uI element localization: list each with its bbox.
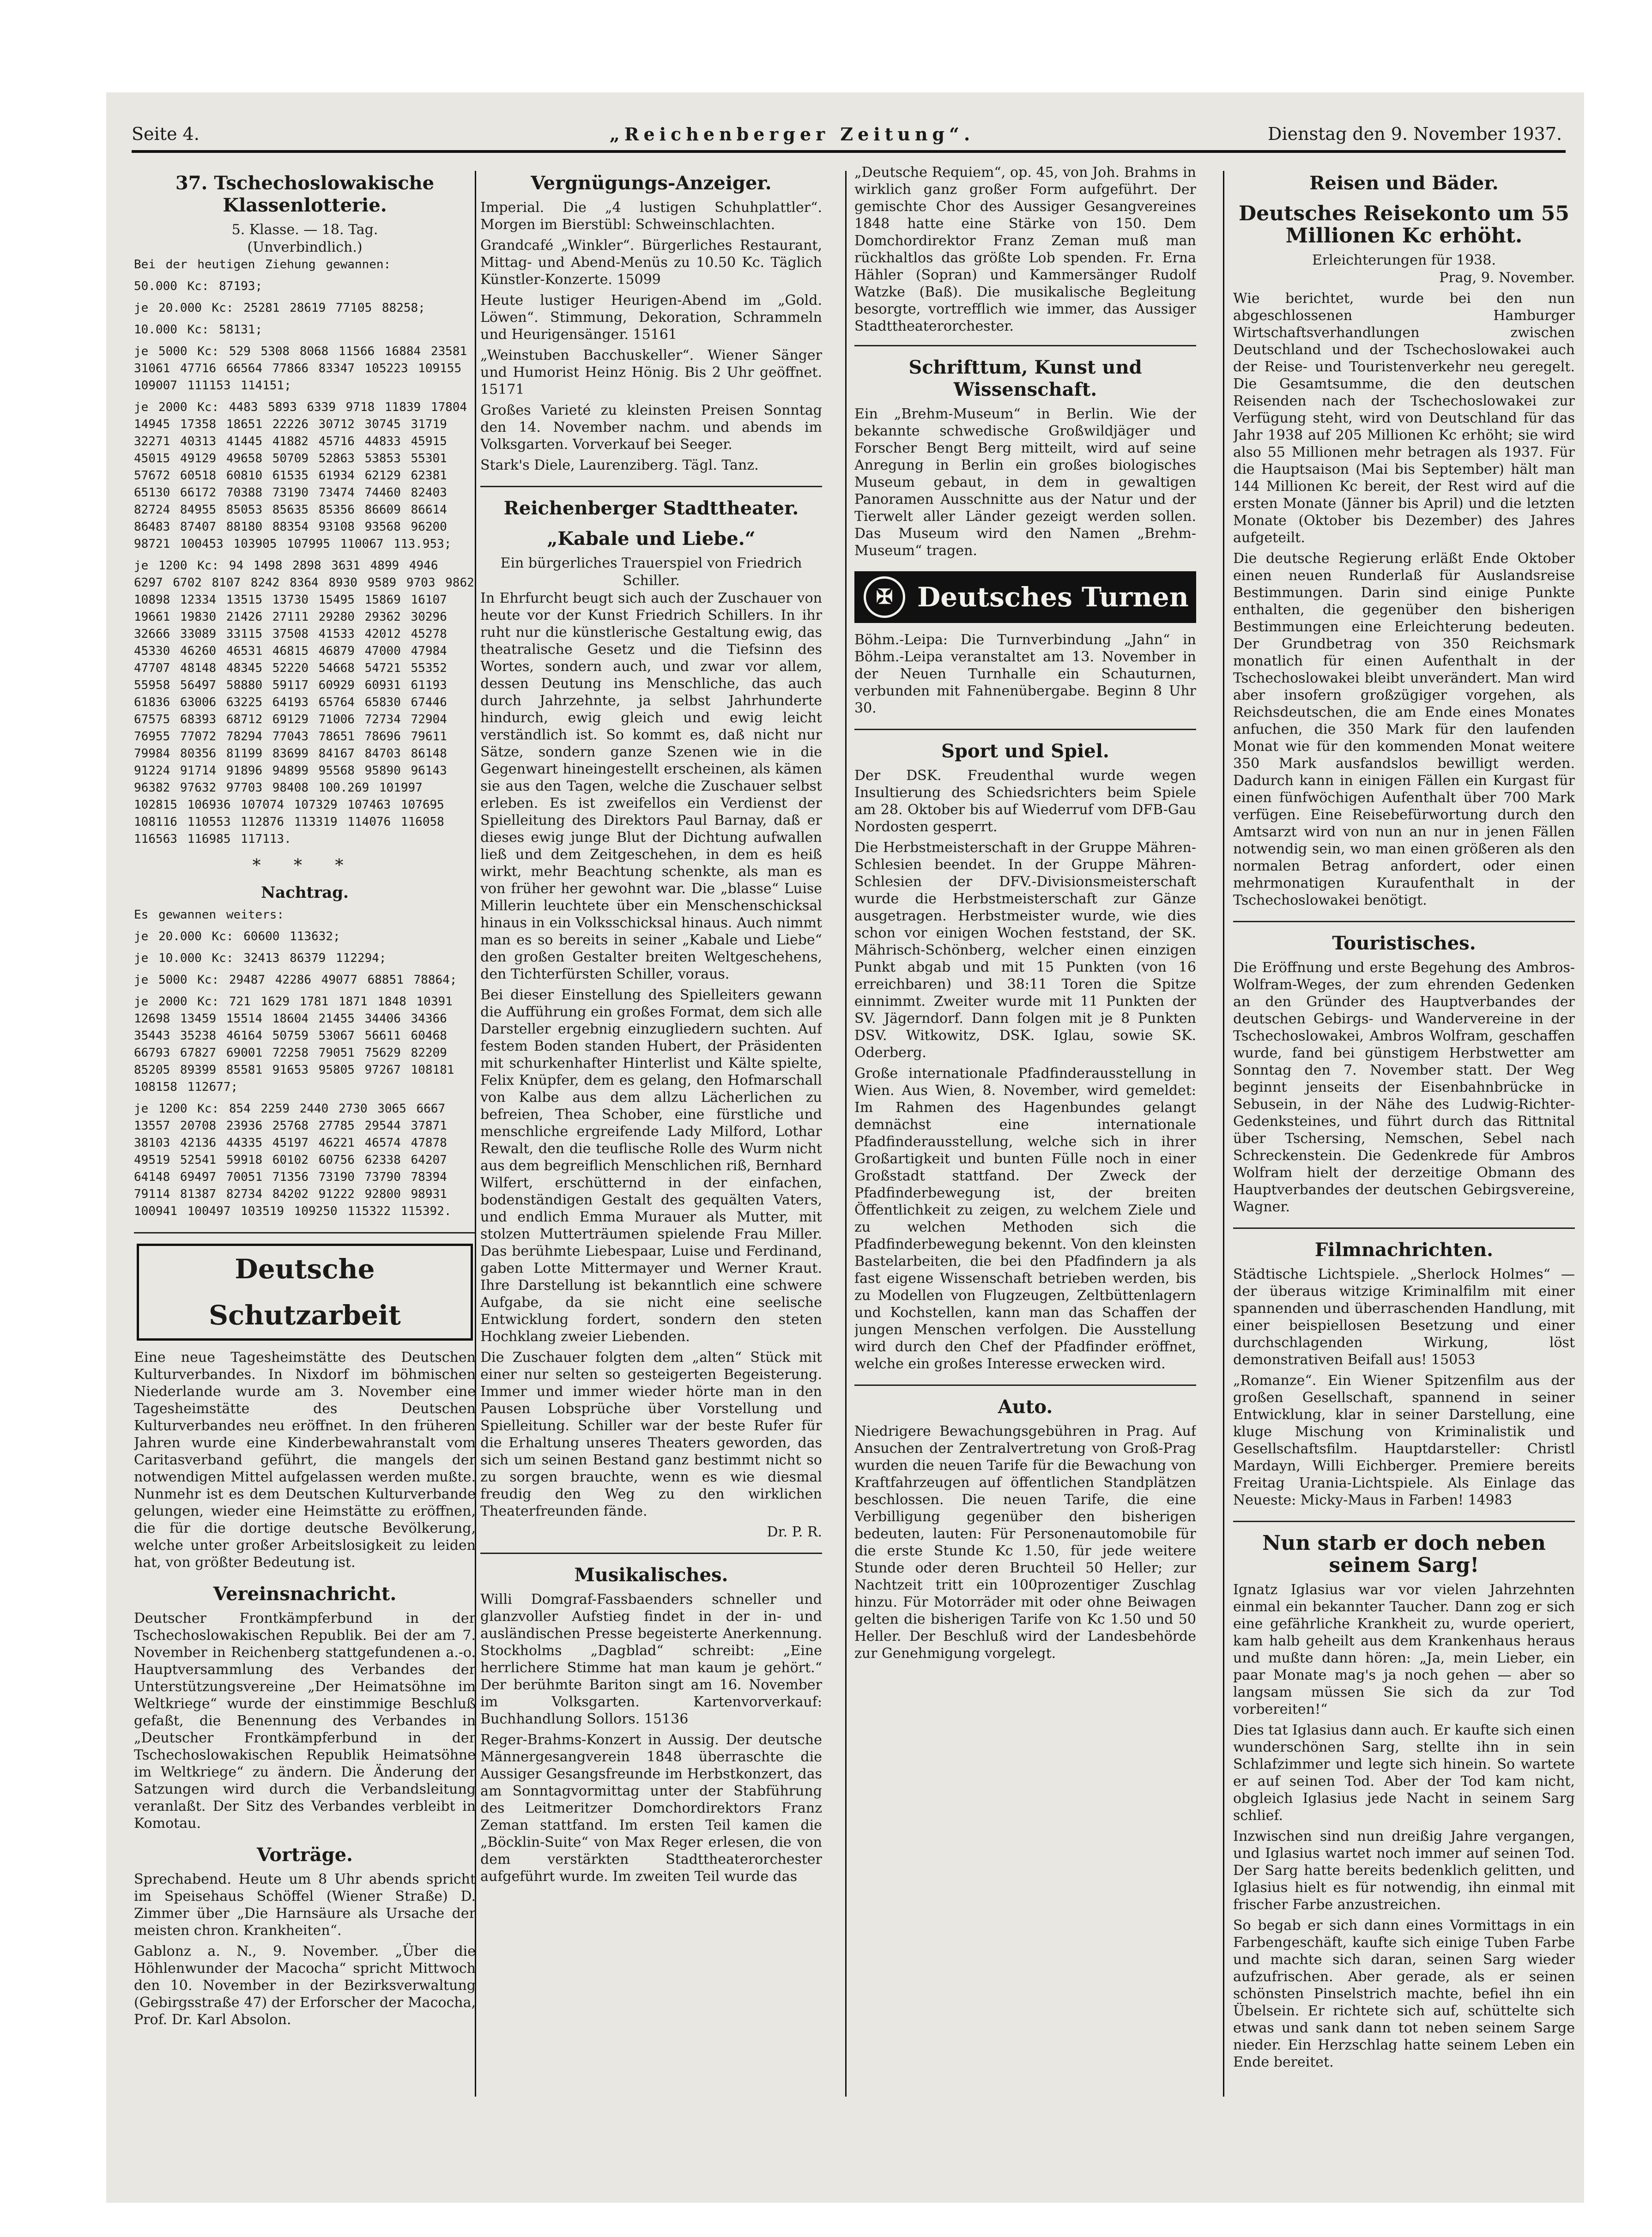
- section-divider: [1233, 1521, 1575, 1522]
- column-3: [854, 164, 1196, 2104]
- lottery-line: je 10.000 Kc: 32413 86379 112294;: [134, 951, 387, 965]
- supplement-title: Nachtrag.: [261, 883, 349, 902]
- ad-item: Heute lustiger Heurigen-Abend im „Gold. Löwen“. Stimmung, Dekoration, Schrammeln und Heurigensänger. 15161: [480, 292, 822, 343]
- lottery-line: 50.000 Kc: 87193;: [134, 279, 263, 293]
- lottery-subtitle: 5. Klasse. — 18. Tag.: [231, 222, 378, 238]
- section-heading: Filmnachrichten.: [1314, 1239, 1494, 1261]
- lottery-line: 10.000 Kc: 58131;: [134, 323, 263, 337]
- lottery-line: je 5000 Kc: 529 5308 8068 11566 16884 23581 31061 47716 66564 77866 83347 105223 109155 109007 111153 114151;: [134, 345, 467, 393]
- issue-date: Dienstag den 9. November 1937.: [1268, 124, 1562, 144]
- lottery-line: je 1200 Kc: 854 2259 2440 2730 3065 6667 13557 20708 23936 25768 27785 29544 37871 38103 42136 44335 45197 46221 46574 47878 49519 52541 59918 60102 60756 62338 64207 64148 69497 70051 71356 73190 73790 78394 79114 81387 82734 84202 91222 92800 98931 100941 100497 103519 109250 115322 115392.: [134, 1102, 452, 1218]
- article-text: Gablonz a. N., 9. November. „Über die Höhlenwunder der Macocha“ spricht Mittwoch den 10. November in der Bezirksverwaltung (Gebirgsstraße 47) der Erforscher der Macocha, Prof. Dr. Karl Absolon.: [134, 1943, 476, 2028]
- section-divider: [480, 1553, 822, 1554]
- article-text: Reger-Brahms-Konzert in Aussig. Der deutsche Männergesangverein 1848 überraschte die Aussiger Gesangsfreunde im Herbstkonzert, das am Sonntagvormittag unter der Stabführung des Leitmeritzer Domchordirektors Franz Zeman stattfand. Im ersten Teil kamen die „Böcklin-Suite“ von Max Reger erlesen, die von dem verstärkten Stadttheaterorchester aufgeführt wurde. Im zweiten Teil wurde das: [480, 1732, 822, 1885]
- article-text: Inzwischen sind nun dreißig Jahre vergangen, und Iglasius wartet noch immer auf seinen Tod. Der Sarg hatte bereits bedenklich gelitten, und Iglasius hielt es für notwendig, ihn einmal mit frischer Farbe anzustreichen.: [1233, 1828, 1575, 1913]
- section-divider: [1233, 1227, 1575, 1229]
- lottery-line: je 20.000 Kc: 60600 113632;: [134, 930, 340, 943]
- lottery-title: 37. Tschechoslowakische Klassenlotterie.: [175, 172, 435, 216]
- ad-item: Stark's Diele, Laurenziberg. Tägl. Tanz.: [480, 457, 759, 473]
- vortraege-section: [134, 1844, 476, 2028]
- play-subtitle: Ein bürgerliches Trauerspiel von Friedrich Schiller.: [500, 555, 802, 589]
- ad-item: Grandcafé „Winkler“. Bürgerliches Restaurant, Mittag- und Abend-Menüs zu 10.50 Kc. Täglich Künstler-Konzerte. 15099: [480, 237, 822, 288]
- section-divider: [480, 486, 822, 487]
- lottery-line: Bei der heutigen Ziehung gewannen:: [134, 258, 391, 272]
- lottery-line: je 5000 Kc: 29487 42286 49077 68851 78864;: [134, 973, 457, 987]
- column-1: [134, 164, 476, 2104]
- section-heading: Musikalisches.: [574, 1564, 728, 1586]
- lottery-line: je 1200 Kc: 94 1498 2898 3631 4899 4946 6297 6702 8107 8242 8364 8930 9589 9703 9862 10898 12334 13515 13730 15495 15869 16107 19661 19830 21426 27111 29280 29362 30296 32666 33089 33115 37508 41533 42012 45278 45330 46260 46531 46815 46879 47000 47984 47707 48148 48345 52220 54668 54721 55352 55958 56497 58880 59117 60929 60931 61193 61836 63006 63225 64193 65764 65830 67446 67575 68393 68712 69129 71006 72734 72904 76955 77072 78294 77043 78651 78696 79611 79984 80356 81199 83699 84167 84703 86148 91224 91714 91896 94899 95568 95890 96143 96382 97632 97703 98408 100.269 101997 102815 106936 107074 107329 107463 107695 108116 110553 112876 113319 114076 116058 116563 116985 117113.: [134, 559, 474, 846]
- column-2: [480, 164, 822, 2104]
- header-rule: [132, 150, 1566, 153]
- article-text: Willi Domgraf-Fassbaenders schneller und glanzvoller Aufstieg findet in der in- und ausländischen Presse begeisterte Anerkennung. Stockholms „Dagblad“ schreibt: „Eine herrlichere Stimme hat man kaum je gehört.“ Der berühmte Bariton singt am 16. November im Volksgarten. Kartenvorverkauf: Buchhandlung Sollors. 15136: [480, 1591, 822, 1727]
- article-text: Städtische Lichtspiele. „Sherlock Holmes“ — der überaus witzige Kriminalfilm mit einer spannenden und überraschenden Handlung, mit einer beispiellosen Besetzung und einer durchschlagenden Wirkung, löst demonstrativen Beifall aus! 15053: [1233, 1266, 1575, 1368]
- section-heading: Schrifttum, Kunst und Wissenschaft.: [908, 357, 1142, 400]
- article-text: Niedrigere Bewachungsgebühren in Prag. Auf Ansuchen der Zentralvertretung von Groß-Prag wurden die neuen Tarife für die Bewachung von Kraftfahrzeugen auf öffentlichen Standplätzen beschlossen. Die neuen Tarife, die eine Verbilligung gegenüber den bisherigen bedeuten, lauten: Für Personenautomobile für die erste Stunde Kc 1.50, für jede weitere Stunde oder deren Bruchteil 50 Heller; zur Nachtzeit tritt ein 100prozentiger Zuschlag hinzu. Für Motorräder mit oder ohne Beiwagen gelten die bisherigen Tarife von Kc 1.50 und 50 Heller. Der Beschluß wird der Landesbehörde zur Genehmigung vorgelegt.: [854, 1423, 1196, 1662]
- auto-section: [854, 1396, 1196, 1662]
- section-heading: Touristisches.: [1332, 932, 1476, 954]
- article-text: Böhm.-Leipa: Die Turnverbindung „Jahn“ in Böhm.-Leipa veranstaltet am 13. November in der Neuen Turnhalle ein Schauturnen, verbunden mit Fahnenübergabe. Beginn 8 Uhr 30.: [854, 632, 1196, 716]
- column-divider: [1223, 171, 1224, 2097]
- section-divider: [134, 1232, 476, 1233]
- lottery-line: je 2000 Kc: 721 1629 1781 1871 1848 10391 12698 13459 15514 18604 21455 34406 34366 35443 35238 46164 50759 53067 56611 60468 66793 67827 69001 72258 79051 75629 82209 85205 89399 85581 91653 95805 97267 108181 108158 112677;: [134, 995, 454, 1094]
- ad-item: Großes Varieté zu kleinsten Preisen Sonntag den 14. November nachm. und abends im Volksgarten. Vorverkauf bei Seeger.: [480, 402, 822, 453]
- article-headline: Deutsches Reisekonto um 55 Millionen Kc erhöht.: [1238, 202, 1570, 248]
- article-text: Die Zuschauer folgten dem „alten“ Stück mit einer nur selten so gesteigerten Begeisterung. Immer und immer wieder hörte man in den Pausen Lobsprüche über Vorstellung und Spielleitung. Schiller war der beste Rufer für die Erhaltung unseres Theaters geworden, das sich um seinen Bestand ganz bestimmt nicht so zu sorgen brauchte, wenn es wie diesmal freudig den Weg zu den wirklichen Theaterfreunden fände.: [480, 1349, 822, 1519]
- film-section: [1233, 1239, 1575, 1509]
- signature: Dr. P. R.: [767, 1524, 822, 1540]
- separator-stars: * * *: [252, 856, 357, 875]
- section-divider: [854, 729, 1196, 730]
- section-divider: [854, 345, 1196, 346]
- lottery-section: [134, 172, 476, 1220]
- article-text: „Deutsche Requiem“, op. 45, von Joh. Brahms in wirklich ganz großer Form aufgeführt. Der gemischte Chor des Aussiger Gesangvereines 1848 hatte eine Stärke von 150. Dem Domchordirektor Franz Zeman muß man rückhaltlos das größte Lob spenden. Fr. Erna Hähler (Sopran) und Kammersänger Rudolf Watzke (Baß). Die musikalische Begleitung besorgte, vortrefflich wie immer, das Aussiger Stadttheaterorchester.: [854, 164, 1196, 334]
- column-divider: [845, 171, 847, 2097]
- article-text: Dies tat Iglasius dann auch. Er kaufte sich einen wunderschönen Sarg, stellte ihn in sein Schlafzimmer und legte sich hinein. So wartete er auf seinen Tod. Aber der Tod kam nicht, obgleich Iglasius jede Nacht in seinem Sarg schlief.: [1233, 1722, 1575, 1824]
- newspaper-title: „Reichenberger Zeitung“.: [610, 124, 975, 145]
- schrifttum-section: [854, 357, 1196, 559]
- lottery-note: (Unverbindlich.): [247, 239, 363, 255]
- article-headline: Nun starb er doch neben seinem Sarg!: [1262, 1531, 1546, 1577]
- article-text: „Romanze“. Ein Wiener Spitzenfilm aus der großen Gesellschaft, spannend in seiner Entwicklung, klar in seiner Darstellung, eine kluge Mischung von Kriminalistik und Gesellschaftsfilm. Hauptdarsteller: Christl Mardayn, Willi Eichberger. Premiere bereits Freitag Urania-Lichtspiele. Als Einlage das Neueste: Micky-Maus in Farben! 14983: [1233, 1372, 1575, 1508]
- section-divider: [1233, 921, 1575, 922]
- reisen-section: [1233, 172, 1575, 909]
- article-text: In Ehrfurcht beugt sich auch der Zuschauer von heute vor der Kunst Friedrich Schillers. In ihr ruht nur die künstlerische Gestaltung ewig, das theatralische Gesetz und die Tiefsinn des Wortes, sondern auch, und zwar vor allem, dessen Deutung ins Menschliche, das auch durch Jahrzehnte, ja selbst Jahrhunderte hindurch, ewig gleich und ewig leicht verständlich ist. So kommt es, daß nicht nur Sätze, sondern ganze Szenen wie in die Gegenwart hineingestellt erscheinen, als kämen sie aus den Tagen, welche die Zuschauer selbst erleben. Es ist zweifellos ein Verdienst der Spielleitung des Direktors Paul Barnay, daß er dieses ewig junge Blut der Dichtung aufwallen ließ und dem Zeitgeschehen, in dem es heiß wirkt, mehr Beachtung schenkte, als man es von früher her gewohnt war. Die „blasse“ Luise Millerin leuchtete über ein Menschenschicksal hinaus in ein Volksschicksal hinaus. Auch nimmt man es so bereits in seiner „Kabale und Liebe“ den großen Gestalter breiten Weltgeschehens, den Tichterfürsten Schiller, voraus.: [480, 590, 822, 982]
- theater-section: [480, 497, 822, 1541]
- lottery-line: Es gewannen weiters:: [134, 908, 284, 922]
- ad-item: „Weinstuben Bacchuskeller“. Wiener Sänger und Humorist Heinz Hönig. Bis 2 Uhr geöffnet. 15171: [480, 347, 822, 398]
- article-subhead: Erleichterungen für 1938.: [1312, 252, 1496, 268]
- section-heading: Auto.: [998, 1396, 1053, 1418]
- schutzarbeit-section: [134, 1244, 476, 1571]
- turnen-section: [854, 571, 1196, 717]
- verein-section: [134, 1583, 476, 1832]
- section-heading: Reisen und Bäder.: [1309, 172, 1499, 194]
- schutzarbeit-title: Deutsche Schutzarbeit: [137, 1244, 473, 1341]
- section-heading: Reichenberger Stadttheater.: [503, 497, 799, 519]
- article-text: Eine neue Tagesheimstätte des Deutschen Kulturverbandes. In Nixdorf im böhmischen Niederlande wurde am 3. November eine Tagesheimstätte des Deutschen Kulturverbandes neu eröffnet. In den früheren Jahren wurde eine Kinderbewahranstalt vom Caritasverband geführt, die mangels der notwendigen Mittel aufgelassen werden mußte. Nunmehr ist es dem Deutschen Kulturverbande gelungen, wieder eine Heimstätte zu eröffnen, die für die dortige deutsche Bevölkerung, welche unter großer Arbeitslosigkeit zu leiden hat, von größter Bedeutung ist.: [134, 1349, 476, 1571]
- article-text: So begab er sich dann eines Vormittags in ein Farbengeschäft, kaufte sich einige Tuben Farbe und machte sich daran, seinen Sarg wieder aufzufrischen. Aber gerade, als er seinen schönsten Pinselstrich machte, befiel ihn ein Übelsein. Er richtete sich auf, schüttelte sich etwas und sank dann tot neben seinem Sarge nieder. Ein Herzschlag hatte seinem Leben ein Ende bereitet.: [1233, 1917, 1575, 2070]
- article-text: Bei dieser Einstellung des Spielleiters gewann die Aufführung ein großes Format, dem sich alle Darsteller ergebnig einzugliedern suchten. Auf festem Boden standen Hubert, der Präsidenten mit schurkenhafter Hinterlist und Kälte spielte, Felix Knüpfer, dem es gelang, den Hofmarschall von Kalbe aus dem allzu Lächerlichen zu befreien, Thea Schober, eine fürstliche und menschliche ergreifende Lady Milford, Lothar Rewalt, den die teuflische Rolle des Wurm nicht aus dem begreiflich Menschlichen riß, Bernhard Wilfert, erschütternd in der einfachen, bodenständigen Gestalt des gequälten Vaters, und endlich Emma Murauer als Mutter, mit stolzen Mutterträumen spielende Frau Miller. Das berühmte Liebespaar, Luise und Ferdinand, gaben Lotte Mittermayer und Werner Kraut. Ihre Darstellung ist bekanntlich eine schwere Aufgabe, da sie nicht eine seelische Entwicklung fordert, sondern den steten Hochklang zweier Liebenden.: [480, 987, 822, 1345]
- article-text: Die Eröffnung und erste Begehung des Ambros-Wolfram-Weges, der zum ehrenden Gedenken an den Gründer des Hauptverbandes der deutschen Gebirgs- und Wandervereine in der Tschechoslowakei, Ambros Wolfram, geschaffen wurde, fand bei günstigem Herbstwetter am Sonntag den 7. November statt. Der Weg beginnt jenseits der Eisenbahnbrücke in Sebusein, in der Nähe des Ludwig-Richter-Gedenksteines, und führt durch das Rittnital über Tschersing, Nemschen, Sebel nach Schreckenstein. Die Gedenkrede für Ambros Wolfram hielt der derzeitige Obmann des Hauptverbandes der deutschen Gebirgsvereine, Wagner.: [1233, 960, 1575, 1215]
- section-divider: [854, 1385, 1196, 1386]
- turnen-title: Deutsches Turnen: [917, 581, 1189, 613]
- article-text: Große internationale Pfadfinderausstellung in Wien. Aus Wien, 8. November, wird gemeldet: Im Rahmen des Hagenbundes gelangt demnächst eine internationale Pfadfinderausstellung, welche sich in ihrer Großartigkeit und bunten Fülle noch in einer Großstadt stattfand. Der Zweck der Pfadfinderbewegung ist, der breiten Öffentlichkeit zu zeigen, zu welchem Ziele und zu welchen Methoden sich die Pfadfinderbewegung bekennt. Von den kleinsten Bastelarbeiten, die bei den Pfadfindern ja als fast eigene Wissenschaft betrieben werden, bis zu Modellen von Flugzeugen, Zeltbüttenlagern und Kochstellen, kann man das Schaffen der jungen Menschen verfolgen. Die Ausstellung wird durch den Chef der Pfadfinder eröffnet, welche ein großes Interesse erwecken wird.: [854, 1065, 1196, 1372]
- article-text: Der DSK. Freudenthal wurde wegen Insultierung des Schiedsrichters beim Spiele am 28. Oktober bis auf Wiederruf vom DFB-Gau Nordosten gesperrt.: [854, 768, 1196, 835]
- play-title: „Kabale und Liebe.“: [547, 528, 756, 550]
- lottery-line: je 20.000 Kc: 25281 28619 77105 88258;: [134, 301, 425, 315]
- article-text: Die Herbstmeisterschaft in der Gruppe Mähren-Schlesien beendet. In der Gruppe Mähren-Schlesien der DFV.-Divisionsmeisterschaft wurde die Herbstmeisterschaft zur Gänze ausgetragen. Herbstmeister wurde, wie dies schon vor einigen Wochen feststand, der SK. Mährisch-Schönberg, welcher einen einzigen Punkt abgab und mit 15 Punkten (von 16 erreichbaren) und 38:11 Toren die Spitze einnimmt. Zweiter wurde mit 11 Punkten der SV. Jägerndorf. Dann folgen mit je 8 Punkten DSV. Witkowitz, DSK. Iglau, sowie SK. Oderberg.: [854, 840, 1196, 1061]
- lottery-line: je 2000 Kc: 4483 5893 6339 9718 11839 17804 14945 17358 18651 22226 30712 30745 31719 32271 40313 41445 41882 45716 44833 45915 45015 49129 49658 50709 52863 53853 55301 57672 60518 60810 61535 61934 62129 62381 65130 66172 70388 73190 73474 74460 82403 82724 84955 85053 85635 85356 86609 86614 86483 87407 88180 88354 93108 93568 96200 98721 100453 103905 107995 110067 113.953;: [134, 400, 467, 551]
- dateline: Prag, 9. November.: [1439, 270, 1575, 286]
- article-text: Die deutsche Regierung erläßt Ende Oktober einen neuen Runderlaß für Auslandsreise Bestimmungen. Darin sind einige Punkte enthalten, die gegenüber den bisherigen Bestimmungen eine Erleichterung bedeuten. Der Grundbetrag von 350 Reichsmark monatlich für einen Aufenthalt in der Tschechoslowakei bleibt unverändert. Man wird aber insofern großzügiger vorgehen, als Reichsdeutschen, die am Ende eines Monates anfuchen, die 350 Mark für den laufenden Monat wie für den kommenden Monat weitere 350 Mark ausfandslos bewilligt werden. Dadurch kann in einigen Fällen ein Kurgast für einen fünfwöchigen Aufenthalt über 700 Mark verfügen. Eine Reisebefürwortung durch den Amtsarzt wird von nun an nur in jenen Fällen notwendig sein, wo man einen größeren als den normalen Betrag anfordert, oder einen mehrmonatigen Kuraufenthalt in der Tschechoslowakei benötigt.: [1233, 550, 1575, 908]
- article-text: Sprechabend. Heute um 8 Uhr abends spricht im Speisehaus Schöffel (Wiener Straße) D. Zimmer über „Die Harnsäure als Ursache der meisten chron. Krankheiten“.: [134, 1871, 476, 1939]
- sport-section: [854, 740, 1196, 1372]
- article-text: Wie berichtet, wurde bei den nun abgeschlossenen Hamburger Wirtschaftsverhandlungen zwischen Deutschland und der Tschechoslowakei auch der Reise- und Touristenverkehr neu geregelt. Die Gesamtsumme, die den deutschen Reisenden nach der Tschechoslowakei zur Verfügung steht, wird von Deutschland für das Jahr 1938 auf 205 Millionen Kc erhöht; sie wird also 55 Millionen mehr betragen als 1937. Für die Hauptsaison (Mai bis September) hält man 144 Millionen Kc bereit, der Rest wird auf die ersten Monate (Jänner bis April) und die letzten Monate (Oktober bis Dezember) des Jahres aufgeteilt.: [1233, 290, 1575, 546]
- musik-section: [480, 1564, 822, 1885]
- section-heading: Vorträge.: [257, 1844, 353, 1866]
- section-heading: Sport und Spiel.: [941, 740, 1109, 762]
- column-4: [1233, 164, 1575, 2104]
- article-text: Ignatz Iglasius war vor vielen Jahrzehnten einmal ein bekannter Taucher. Dann zog er sich eine gefährliche Krankheit zu, wurde operiert, kam halb geheilt aus dem Krankenhaus heraus und mußte dann hören: „Ja, mein Lieber, ein paar Monate mag's ja noch gehen — aber so langsam müssen Sie sich da zur Tod vorbereiten!“: [1233, 1582, 1575, 1717]
- ad-item: Imperial. Die „4 lustigen Schuhplattler“. Morgen im Bierstübl: Schweinschlachten.: [480, 200, 822, 233]
- section-heading: Vergnügungs-Anzeiger.: [531, 172, 772, 194]
- sarg-section: [1233, 1532, 1575, 2071]
- vergnuegung-section: [480, 172, 822, 474]
- article-text: Deutscher Frontkämpferbund in der Tschechoslowakischen Republik. Bei der am 7. November in Reichenberg stattgefundenen a.-o. Hauptversammlung des Verbandes der Unterstützungsvereine „Der Heimatsöhne im Weltkriege“ wurde der einstimmige Beschluß gefaßt, die Benennung des Verbandes in „Deutscher Frontkämpferbund in der Tschechoslowakischen Republik Heimatsöhne im Weltkriege“ zu ändern. Die Änderung der Satzungen wird durch die Verbandsleitung veranlaßt. Der Sitz des Verbandes verbleibt in Komotau.: [134, 1610, 476, 1832]
- turnen-banner: [854, 571, 1196, 623]
- article-text: Ein „Brehm-Museum“ in Berlin. Wie der bekannte schwedische Großwildjäger und Forscher Bengt Berg mitteilt, wird auf seine Anregung in Berlin ein großes biologisches Museum gebaut, in dem in gewaltigen Panoramen Ausschnitte aus der Natur und der Tierwelt aller Länder gezeigt werden sollen. Das Museum wird den Namen „Brehm-Museum“ tragen.: [854, 406, 1196, 559]
- section-heading: Vereinsnachricht.: [213, 1583, 397, 1605]
- page-number: Seite 4.: [132, 124, 200, 144]
- turner-cross-icon: ✠: [864, 576, 905, 618]
- touristik-section: [1233, 932, 1575, 1215]
